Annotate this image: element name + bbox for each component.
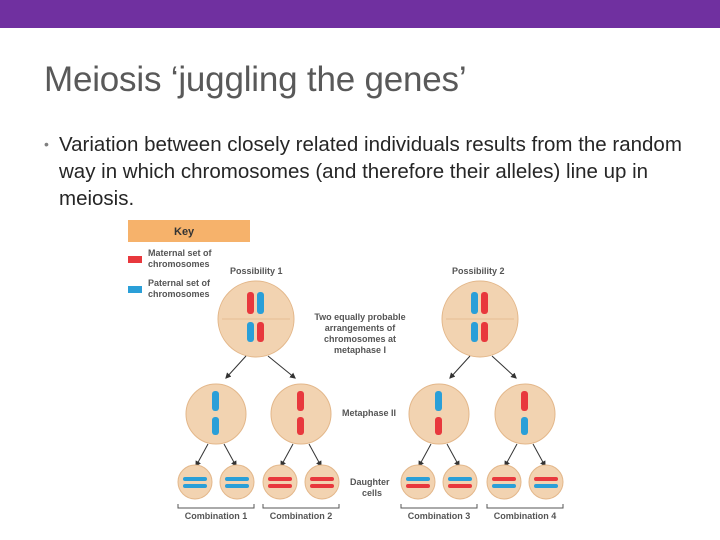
center-note-line-1: Two equally probable xyxy=(314,312,406,322)
center-note-line-2: arrangements of xyxy=(324,323,396,333)
daughter-cells-label-2: cells xyxy=(362,488,383,498)
slide-title: Meiosis ‘juggling the genes’ xyxy=(44,60,467,99)
meiosis-diagram xyxy=(120,214,580,534)
arrows-metaphase-i xyxy=(226,356,516,378)
key-maternal-line-1: Maternal set of xyxy=(148,248,212,258)
bullet-dot-icon: • xyxy=(44,136,49,152)
bullet-text: Variation between closely related individuals results from the random way in which chromosomes (and therefore their alleles) line up in meiosis. xyxy=(59,133,682,210)
paternal-swatch xyxy=(128,286,142,293)
key-maternal-line-2: chromosomes xyxy=(148,259,210,269)
center-note xyxy=(314,312,405,355)
key-paternal-line-1: Paternal set of xyxy=(148,278,211,288)
daughter-cells-label-1: Daughter xyxy=(350,477,390,487)
metaphase-i-cell-1 xyxy=(218,281,294,357)
combination-labels xyxy=(185,511,557,521)
metaphase-ii-cell-2 xyxy=(271,384,331,444)
top-accent-bar xyxy=(0,0,720,28)
figure-key xyxy=(128,220,250,299)
combination-brackets xyxy=(178,504,563,508)
metaphase-ii-cell-4 xyxy=(495,384,555,444)
metaphase-i-cell-2 xyxy=(442,281,518,357)
possibility-2-label: Possibility 2 xyxy=(452,266,505,276)
combination-2-label: Combination 2 xyxy=(269,511,333,521)
center-note-line-4: metaphase I xyxy=(333,345,387,355)
bullet-item xyxy=(44,131,684,212)
possibility-1-label: Possibility 1 xyxy=(230,266,283,276)
key-title: Key xyxy=(174,226,195,238)
combination-3-label: Combination 3 xyxy=(407,511,471,521)
metaphase-ii-cell-3 xyxy=(409,384,469,444)
maternal-swatch xyxy=(128,256,142,263)
combination-1-label: Combination 1 xyxy=(184,511,248,521)
key-paternal-line-2: chromosomes xyxy=(148,289,210,299)
center-note-line-3: chromosomes at xyxy=(323,334,397,344)
metaphase-ii-cell-1 xyxy=(186,384,246,444)
arrows-metaphase-ii xyxy=(196,444,545,466)
metaphase-ii-label: Metaphase II xyxy=(342,408,397,418)
combination-4-label: Combination 4 xyxy=(493,511,557,521)
